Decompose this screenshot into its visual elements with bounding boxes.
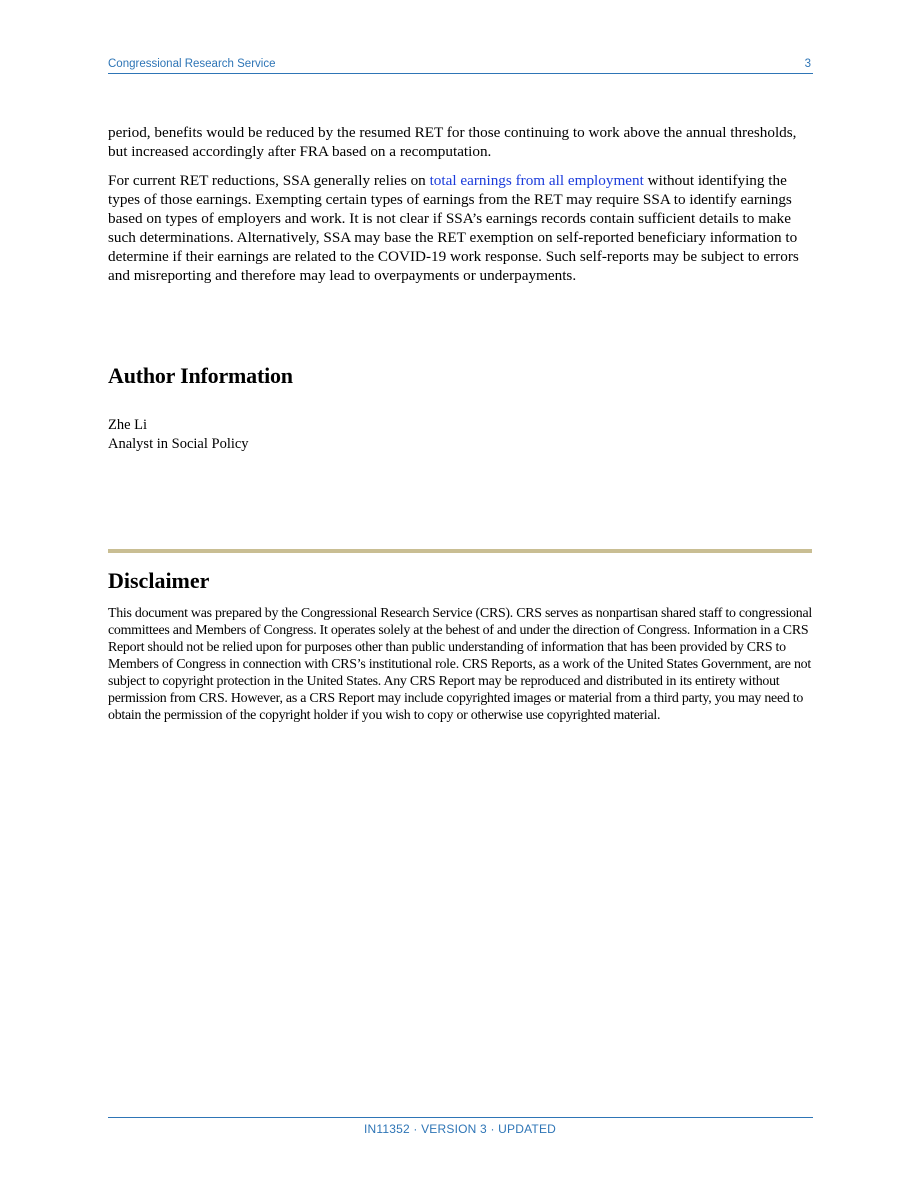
page-footer: IN11352 · VERSION 3 · UPDATED <box>363 1122 557 1136</box>
paragraph-text-after-link: without identifying the types of those earnings. Exempting certain types of earnings from the RET may require SSA to identify earnings based on types of employers and work. It is not clear if SSA’s earnings records contain sufficient details to make such determinations. Alternatively, SSA may base the RET exemption on self-reported beneficiary information to determine if their earnings are related to the COVID-19 work response. Such self-reports may be subject to errors and misreporting and therefore may lead to overpayments or underpayments. <box>108 172 799 284</box>
disclaimer-text: This document was prepared by the Congressional Research Service (CRS). CRS serves as nonpartisan shared staff to congressional committees and Members of Congress. It operates solely at the behest of and under the direction of Congress. Information in a CRS Report should not be relied upon for purposes other than public understanding of information that has been provided by CRS to Members of Congress in connection with CRS’s institutional role. CRS Reports, as a work of the United States Government, are not subject to copyright protection in the United States. Any CRS Report may be reproduced and distributed in its entirety without permission from CRS. However, as a CRS Report may include copyrighted images or material from a third party, you may need to obtain the permission of the copyright holder if you wish to copy or otherwise use copyrighted material. <box>108 606 813 723</box>
paragraph-text <box>108 171 808 285</box>
author-title: Analyst in Social Policy <box>108 436 249 452</box>
footer-divider <box>108 1117 813 1118</box>
section-divider <box>108 549 812 553</box>
paragraph-text-before-link: For current RET reductions, SSA generally relies on <box>108 172 430 189</box>
header-page-number: 3 <box>804 58 811 70</box>
page-header <box>108 56 813 74</box>
body-paragraph-1 <box>108 123 808 161</box>
body-paragraph-2 <box>108 171 808 285</box>
author-block <box>108 416 249 454</box>
paragraph-text: period, benefits would be reduced by the resumed RET for those continuing to work above the annual thresholds, but increased accordingly after FRA based on a recomputation. <box>108 124 797 160</box>
header-org-name: Congressional Research Service <box>108 58 276 70</box>
author-information-heading: Author Information <box>108 363 293 388</box>
author-name: Zhe Li <box>108 417 148 433</box>
total-earnings-link[interactable]: total earnings from all employment <box>429 172 644 189</box>
disclaimer-heading: Disclaimer <box>108 568 210 593</box>
